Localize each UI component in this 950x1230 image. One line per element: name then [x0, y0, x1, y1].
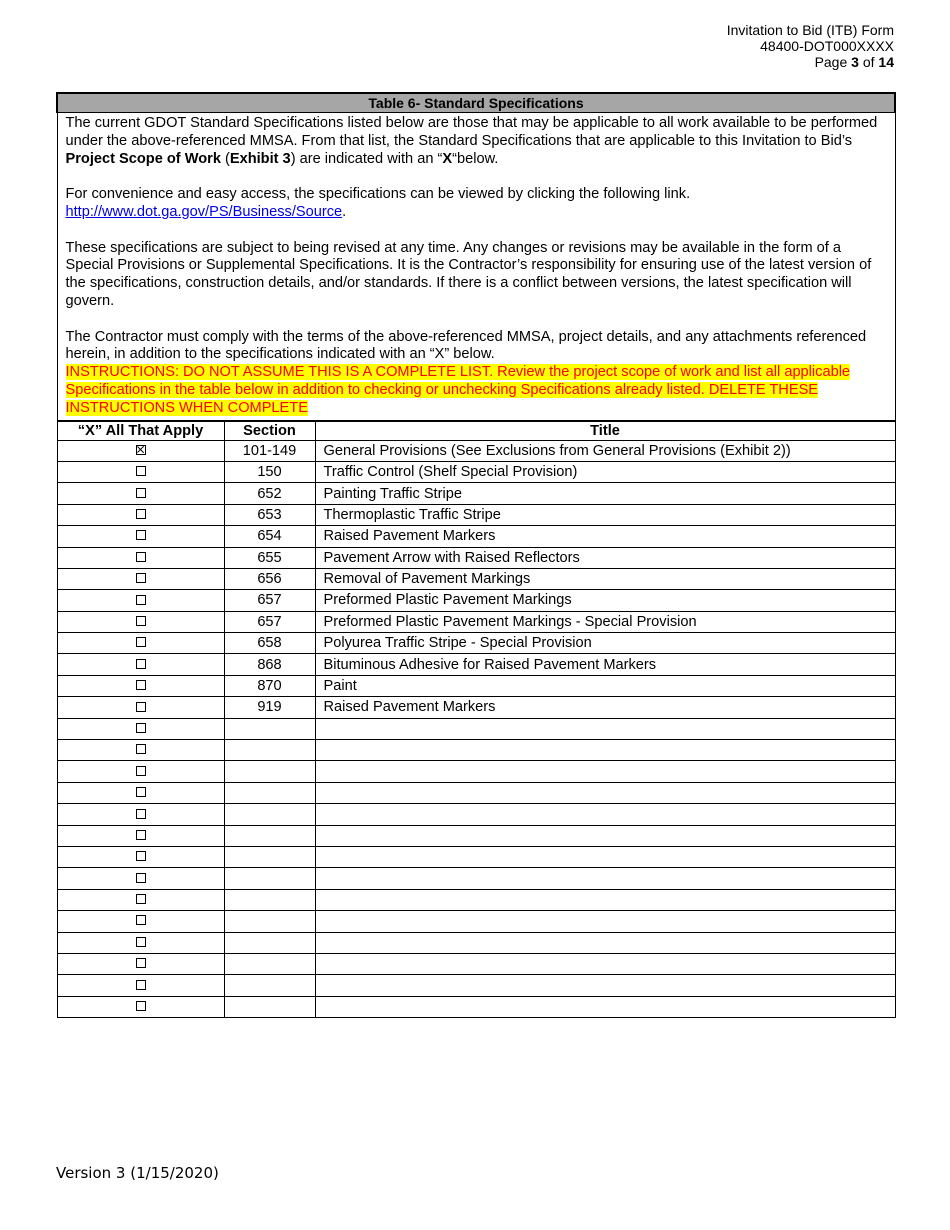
apply-cell — [57, 568, 224, 589]
apply-cell — [57, 804, 224, 825]
section-cell — [224, 932, 315, 953]
table-row — [57, 911, 895, 932]
checkbox[interactable] — [136, 573, 146, 583]
apply-cell — [57, 633, 224, 654]
checkbox[interactable] — [136, 723, 146, 733]
intro-text — [57, 113, 895, 421]
checkbox[interactable] — [136, 851, 146, 861]
title-cell: Raised Pavement Markers — [315, 697, 895, 718]
title-cell — [315, 804, 895, 825]
apply-cell — [57, 975, 224, 996]
page-indicator: Page 3 of 14 — [814, 54, 894, 70]
title-cell: Polyurea Traffic Stripe - Special Provision — [315, 633, 895, 654]
title-cell: General Provisions (See Exclusions from General Provisions (Exhibit 2)) — [315, 440, 895, 461]
apply-cell — [57, 889, 224, 910]
apply-cell — [57, 782, 224, 803]
title-cell — [315, 825, 895, 846]
section-cell — [224, 718, 315, 739]
apply-cell — [57, 590, 224, 611]
intro-paragraph-1: The current GDOT Standard Specifications listed below are those that may be applicable to all work available to be performed under the above-referenced MMSA. From that list, the Standard Specifications that are applicable to this Invitation to Bid’s Project Scope of Work (Exhibit 3) are indicated with an “X“below. — [65, 115, 878, 167]
title-cell — [315, 740, 895, 761]
title-cell — [315, 932, 895, 953]
apply-cell — [57, 675, 224, 696]
section-cell: 101-149 — [224, 440, 315, 461]
table-row — [57, 675, 895, 696]
title-cell: Pavement Arrow with Raised Reflectors — [315, 547, 895, 568]
table-row — [57, 889, 895, 910]
apply-cell — [57, 718, 224, 739]
table-row — [57, 996, 895, 1017]
checked-checkbox[interactable] — [136, 445, 146, 455]
apply-cell — [57, 440, 224, 461]
checkbox[interactable] — [136, 744, 146, 754]
section-cell — [224, 868, 315, 889]
title-cell: Painting Traffic Stripe — [315, 483, 895, 504]
section-cell — [224, 825, 315, 846]
title-cell — [315, 868, 895, 889]
title-cell: Thermoplastic Traffic Stripe — [315, 504, 895, 525]
table-row — [57, 590, 895, 611]
table-row — [57, 483, 895, 504]
checkbox[interactable] — [136, 680, 146, 690]
checkbox[interactable] — [136, 637, 146, 647]
title-cell — [315, 718, 895, 739]
checkbox[interactable] — [136, 980, 146, 990]
table-title: Table 6- Standard Specifications — [57, 93, 895, 113]
intro-paragraph-2: For convenience and easy access, the specifications can be viewed by clicking the following link. http://www.dot.ga.gov/PS/Business/Source. — [65, 186, 691, 220]
apply-cell — [57, 526, 224, 547]
table-row — [57, 568, 895, 589]
section-cell: 868 — [224, 654, 315, 675]
title-cell: Traffic Control (Shelf Special Provision) — [315, 461, 895, 482]
section-cell: 656 — [224, 568, 315, 589]
table-row — [57, 825, 895, 846]
title-cell — [315, 761, 895, 782]
section-cell — [224, 846, 315, 867]
table-row — [57, 440, 895, 461]
section-cell: 657 — [224, 611, 315, 632]
section-cell: 655 — [224, 547, 315, 568]
checkbox[interactable] — [136, 659, 146, 669]
apply-cell — [57, 868, 224, 889]
section-cell — [224, 953, 315, 974]
apply-cell — [57, 697, 224, 718]
table-row — [57, 611, 895, 632]
table-row — [57, 804, 895, 825]
apply-cell — [57, 953, 224, 974]
section-cell — [224, 975, 315, 996]
section-cell: 652 — [224, 483, 315, 504]
title-cell — [315, 975, 895, 996]
table-row — [57, 547, 895, 568]
apply-cell — [57, 932, 224, 953]
apply-cell — [57, 461, 224, 482]
apply-cell — [57, 825, 224, 846]
table-row — [57, 697, 895, 718]
page-header — [727, 22, 894, 70]
section-cell — [224, 911, 315, 932]
checkbox[interactable] — [136, 552, 146, 562]
checkbox[interactable] — [136, 809, 146, 819]
checkbox[interactable] — [136, 766, 146, 776]
section-cell — [224, 889, 315, 910]
column-header-apply: “X” All That Apply — [57, 421, 224, 441]
apply-cell — [57, 483, 224, 504]
intro-paragraph-3: These specifications are subject to being revised at any time. Any changes or revisions may be available in the form of a Special Provisions or Supplemental Specifications. It is the Contractor’s responsibility for ensuring use of the latest version of the specifications, construction details, and/or standards. If there is a conflict between versions, the latest specification will govern. — [65, 239, 872, 309]
title-cell — [315, 782, 895, 803]
apply-cell — [57, 504, 224, 525]
spec-rows — [57, 440, 895, 1018]
title-cell: Paint — [315, 675, 895, 696]
table-row — [57, 504, 895, 525]
title-cell — [315, 996, 895, 1017]
section-cell: 150 — [224, 461, 315, 482]
apply-cell — [57, 911, 224, 932]
title-cell: Preformed Plastic Pavement Markings — [315, 590, 895, 611]
checkbox[interactable] — [136, 873, 146, 883]
version-footer: Version 3 (1/15/2020) — [56, 1164, 219, 1182]
title-cell: Bituminous Adhesive for Raised Pavement Markers — [315, 654, 895, 675]
checkbox[interactable] — [136, 958, 146, 968]
title-cell: Removal of Pavement Markings — [315, 568, 895, 589]
checkbox[interactable] — [136, 894, 146, 904]
table-row — [57, 718, 895, 739]
title-cell — [315, 911, 895, 932]
checkbox[interactable] — [136, 915, 146, 925]
column-header-title: Title — [315, 421, 895, 441]
checkbox[interactable] — [136, 509, 146, 519]
table-row — [57, 526, 895, 547]
apply-cell — [57, 740, 224, 761]
checkbox[interactable] — [136, 466, 146, 476]
apply-cell — [57, 611, 224, 632]
apply-cell — [57, 654, 224, 675]
table-row — [57, 953, 895, 974]
table-row — [57, 975, 895, 996]
title-cell: Preformed Plastic Pavement Markings - Special Provision — [315, 611, 895, 632]
section-cell: 658 — [224, 633, 315, 654]
table-row — [57, 846, 895, 867]
apply-cell — [57, 761, 224, 782]
apply-cell — [57, 547, 224, 568]
checkbox[interactable] — [136, 530, 146, 540]
standard-specifications-table — [56, 92, 894, 1018]
instructions-note: INSTRUCTIONS: DO NOT ASSUME THIS IS A COMPLETE LIST. Review the project scope of work and list all applicable Specifications in the table below in addition to checking or unchecking Specifications already listed. DELETE THESE INSTRUCTIONS WHEN COMPLETE — [65, 364, 851, 416]
table-row — [57, 461, 895, 482]
section-cell: 653 — [224, 504, 315, 525]
title-cell — [315, 953, 895, 974]
checkbox[interactable] — [136, 595, 146, 605]
table-row — [57, 633, 895, 654]
section-cell — [224, 761, 315, 782]
table-row — [57, 761, 895, 782]
section-cell — [224, 996, 315, 1017]
section-cell — [224, 740, 315, 761]
section-cell — [224, 782, 315, 803]
checkbox[interactable] — [136, 937, 146, 947]
specifications-link[interactable]: http://www.dot.ga.gov/PS/Business/Source — [65, 203, 343, 220]
section-cell: 657 — [224, 590, 315, 611]
table-row — [57, 868, 895, 889]
table-row — [57, 654, 895, 675]
column-header-section: Section — [224, 421, 315, 441]
checkbox[interactable] — [136, 787, 146, 797]
table-row — [57, 740, 895, 761]
checkbox[interactable] — [136, 830, 146, 840]
apply-cell — [57, 846, 224, 867]
title-cell: Raised Pavement Markers — [315, 526, 895, 547]
section-cell — [224, 804, 315, 825]
apply-cell — [57, 996, 224, 1017]
title-cell — [315, 889, 895, 910]
section-cell: 654 — [224, 526, 315, 547]
form-title: Invitation to Bid (ITB) Form — [726, 22, 894, 38]
checkbox[interactable] — [136, 1001, 146, 1011]
title-cell — [315, 846, 895, 867]
checkbox[interactable] — [136, 488, 146, 498]
section-cell: 919 — [224, 697, 315, 718]
table-row — [57, 782, 895, 803]
form-number: 48400-DOT000XXXX — [760, 38, 894, 54]
intro-paragraph-4: The Contractor must comply with the terms of the above-referenced MMSA, project details, and any attachments referenced herein, in addition to the specifications indicated with an “X” below. — [65, 328, 867, 363]
checkbox[interactable] — [136, 702, 146, 712]
checkbox[interactable] — [136, 616, 146, 626]
section-cell: 870 — [224, 675, 315, 696]
table-row — [57, 932, 895, 953]
